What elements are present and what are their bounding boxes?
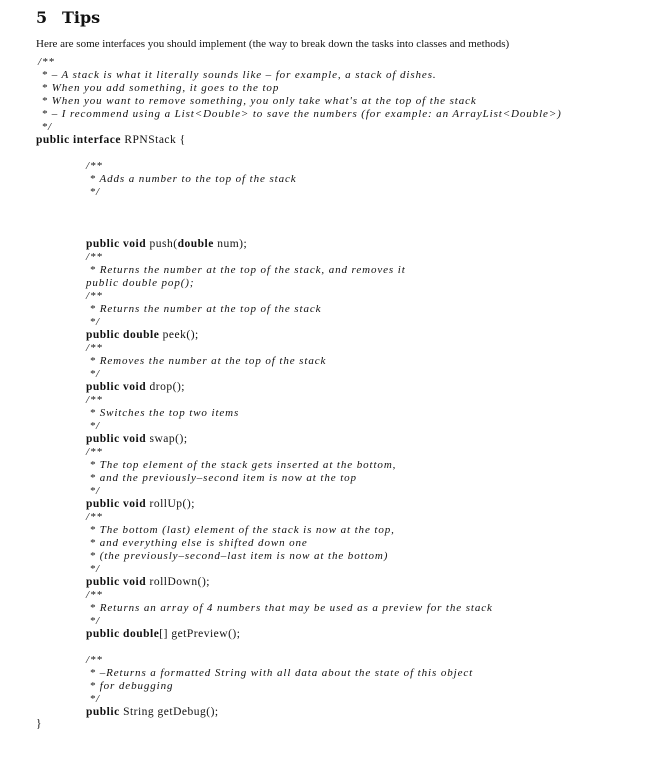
section-heading (36, 8, 100, 27)
code-comment-line: * and the previously–second item is now at the top (86, 472, 357, 484)
code-keyword: double (177, 238, 214, 250)
code-text: push( (146, 238, 178, 250)
code-comment-line: * The top element of the stack gets inserted at the bottom, (86, 459, 397, 471)
code-text: String getDebug(); (119, 706, 219, 718)
code-line (86, 706, 219, 719)
code-keyword: public void (86, 381, 147, 393)
code-line (86, 381, 185, 394)
code-comment-line: */ (86, 186, 101, 198)
code-comment-line: public double pop(); (86, 277, 195, 289)
code-text: rollUp(); (146, 498, 195, 510)
code-line (36, 718, 42, 731)
code-comment-line: * Returns the number at the top of the stack (86, 303, 322, 315)
code-comment-line: /** (38, 56, 55, 68)
code-line (36, 134, 186, 147)
code-keyword: public void (86, 498, 147, 510)
code-comment-line: /** (86, 394, 103, 406)
code-comment-line: * for debugging (86, 680, 174, 692)
code-line (86, 238, 247, 251)
code-line (86, 329, 199, 342)
code-line (86, 576, 210, 589)
code-text: peek(); (159, 329, 199, 341)
code-line (86, 498, 195, 511)
code-text: drop(); (146, 381, 185, 393)
code-comment-line: * Switches the top two items (86, 407, 240, 419)
code-comment-line: /** (86, 446, 103, 458)
code-comment-line: * Removes the number at the top of the stack (86, 355, 327, 367)
code-comment-line: */ (86, 615, 101, 627)
code-comment-line: * and everything else is shifted down one (86, 537, 308, 549)
code-comment-line: */ (86, 316, 101, 328)
code-comment-line: * The bottom (last) element of the stack is now at the top, (86, 524, 395, 536)
code-comment-line: * Returns an array of 4 numbers that may be used as a preview for the stack (86, 602, 493, 614)
code-comment-line: /** (86, 589, 103, 601)
code-comment-line: */ (86, 485, 101, 497)
code-comment-line: * (the previously–second–last item is now at the bottom) (86, 550, 389, 562)
code-text: [] getPreview(); (159, 628, 241, 640)
code-keyword: public interface (36, 134, 121, 146)
code-text: swap(); (146, 433, 188, 445)
section-number: 5 (36, 8, 48, 27)
code-comment-line: * Adds a number to the top of the stack (86, 173, 297, 185)
code-keyword: public double (86, 329, 160, 341)
code-keyword: public double (86, 628, 160, 640)
code-comment-line: * – A stack is what it literally sounds like – for example, a stack of dishes. (38, 69, 437, 81)
code-line (86, 433, 188, 446)
code-comment-line: * –Returns a formatted String with all data about the state of this object (86, 667, 474, 679)
code-comment-line: * Returns the number at the top of the stack, and removes it (86, 264, 406, 276)
code-comment-line: /** (86, 251, 103, 263)
code-comment-line: * – I recommend using a List<Double> to save the numbers (for example: an ArrayList<Double>) (38, 108, 562, 120)
code-line (86, 628, 240, 641)
code-text: rollDown(); (146, 576, 210, 588)
code-comment-line: /** (86, 342, 103, 354)
code-keyword: public void (86, 238, 147, 250)
code-comment-line: */ (86, 368, 101, 380)
code-comment-line: /** (86, 160, 103, 172)
intro-paragraph: Here are some interfaces you should implement (the way to break down the tasks into classes and methods) (36, 38, 510, 50)
code-comment-line: /** (86, 290, 103, 302)
code-comment-line: * When you add something, it goes to the top (38, 82, 280, 94)
code-text: } (36, 718, 43, 730)
code-comment-line: */ (86, 563, 101, 575)
code-keyword: public (86, 706, 120, 718)
code-keyword: public void (86, 433, 147, 445)
code-comment-line: * When you want to remove something, you only take what's at the top of the stack (38, 95, 477, 107)
code-comment-line: */ (38, 121, 53, 133)
code-text: num); (213, 238, 248, 250)
code-keyword: public void (86, 576, 147, 588)
code-text: RPNStack { (120, 134, 186, 146)
code-comment-line: /** (86, 654, 103, 666)
code-comment-line: */ (86, 420, 101, 432)
section-title: Tips (62, 8, 101, 27)
code-comment-line: /** (86, 511, 103, 523)
code-comment-line: */ (86, 693, 101, 705)
